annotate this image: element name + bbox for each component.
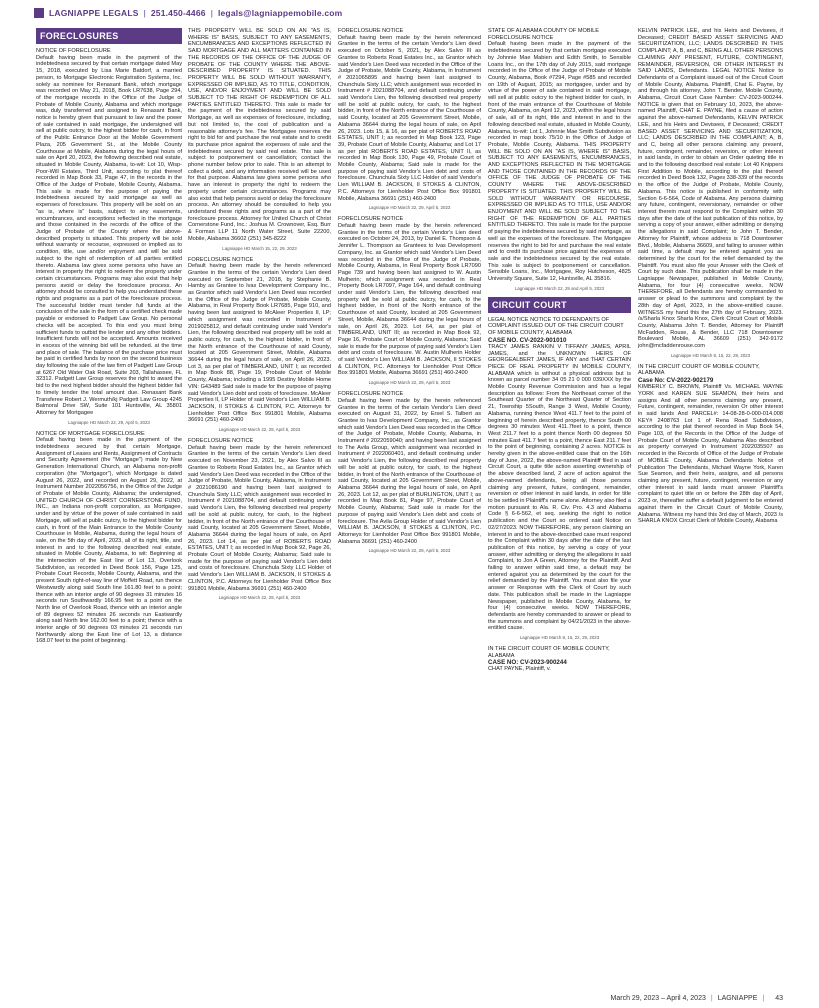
legal-notice <box>638 28 783 358</box>
notice-title: IN THE CIRCUIT COURT OF MOBILE COUNTY, ALABAMA <box>638 363 760 377</box>
publication-name: LAGNIAPPE <box>717 995 758 1002</box>
notice-credit: Lagniappe HD March 22, 29, April 5, 2023 <box>218 427 301 433</box>
notice-body: KELVIN PATRICK LEE, and his Heirs and Devisees, if Deceased; CREDIT BASED ASSET SERVICING AND SECURITIZATION, LLC; LANDS DESCRIBED IN THIS COMPLAINT; A, B, and C, BEING ALL OTHER PERSONS CLAIMING ANY PRESENT, FUTURE, CONTINGENT, REMAINDER, REVERSION, OR OTHER INTEREST IN SAID LANDS, Defendants. LEGAL NOTICE Notice to Defendants of a Complaint issued out of the Circuit Court of Mobile County, Alabama. Plaintiff, Chat E. Payne, by and through his attorney, John T. Bender. Mobile County, Alabama, Circuit Court Case Number: CV-2023-900244. NOTICE is given that on February 10, 2023, the above-named Plaintiff, CHAT E. PAYNE, filed a cause of action against the above-named Defendants, KELVIN PATRICK LEE, and his Heirs and Devisees, if Deceased; CREDIT BASED ASSET SERVICING AND SECURITIZATION, LLC; LANDS DESCRIBED IN THE COMPLAINT; A, B, and C, being all other persons claiming any present, future, contingent, remainder, reversion, or other interest in said lands, in order to obtain an Order quieting title in and to the following described real estate: Lot 40 Knippers First Addition to Mobile, according to the plat thereof recorded in Deed Book 132, Pages 338-339 of the records in the office of the Judge of Probate, Mobile County, Alabama. This notice is published in conformity with Section 6-6-564, Code of Alabama. Any persons claiming any future, contingent, reversionary, remainder or other interest therein must respond to the Complaint within 30 days after the date of the last publication of this notice, by serving a copy of your answer, either admitting or denying the allegations in said Complaint; to John T. Bender, Attorney for Plaintiff, whose address is 718 Downtowner Blvd., Mobile, Alabama 36609, and failing to answer within said time, a default may be entered against you as determined by the court for the relief demanded by the Plaintiff. You must also file your Answer with the Clerk of Court by such date. This publication shall be made in the Lagniappe Newspaper, published in Mobile County, Alabama, for four (4) consecutive weeks. NOW THEREFORE, all Defendants are hereby commanded to answer or plead to the summons and complaint by the 28th day of April, 2023, in the above-entitled cause. WITNESS my hand this the 27th day of February, 2023. /s/Sharla Knox Sharla Knox, Clerk Circuit Court of Mobile County, Alabama John T. Bender, Attorney for Plaintiff McFadden, Rouse, & Bender, LLC 718 Downtowner Boulevard Mobile, AL 36609 (251) 342-9172 john@mcfaddenrouse.com <box>638 28 783 350</box>
notice-credit: Lagniappe HD March 22, 29, April 5, 2023 <box>218 595 301 601</box>
legal-notice <box>338 391 481 553</box>
page-number: 43 <box>775 995 783 1002</box>
notice-body: TRACY JAMES RANKIN V TIFFANY JAMES, APRIL JAMES, and the UNKNOWN HEIRS OF GEORGEALBERT JAMES, IF ANY and THAT CERTAIN PIECE OF REAL PROPERTY IN MOBILE COUNTY, ALABAMA which is without a physical address but is known as parcel number 34 05 21 0 000 039XXX by the Mobile County Revenue Commission and has a legal description as follows: From the Northeast corner of the Southeast Quarter of the Northeast Quarter of Section 21, Township 5South, Range 3 West, Mobile County, Alabama, running thence West 411.7 feet to the point of beginning of herein described property, thence South 00 degrees 30 minutes West 411.7feet to a point, thence West 211.7 feet to a point thence North 00 degrees 50 minutes East 411.7 feet to a point, thence East 211.7 feet to the point of beginning, containing 2 acres. NOTICE is hereby given in the above-entitled case that on the 16th day of June, 2022, the above-named Plaintiff filed in said Circuit Court, a quite title action asserting ownership of the above described land, 2 acre of action against the above-named defendants, being all those persons claiming any present, future, contingent, remainder, reversion or other interest in said lands, in order for title to be settled in Plaintiff's name alone. Attorney also filed a motion pursuant to Ala. R. Civ. Pro. 4.3 and Alabama Code § 6-6-562, et seq. seeking the right to notice publication and the Court so ordered said Notice on 02/27/2023. NOW THEREFORE, any person claiming an interest in and to the above-described case must respond to the Complaint within 30 days after the date of the last publication of this notice, by serving a copy of your answer, either admitting or denying the allegations in said Complaint, to Jon A Green, Attorney for the Plaintiff. And failing to answer within said time, a default may be entered against you as determined by the court for the relief demanded by the Plaintiff. You must also file your answer or Response with the Clerk of Court by such date. This publication shall be made in the Lagniappe Newspaper, published in Mobile County, Alabama, for four (4) consecutive weeks. NOW THEREFORE, defendants are hereby commanded to answer or plead to the summons and complaint by 04/21/2023 in the above-entitled cause. <box>488 343 631 632</box>
notice-title: FORECLOSURE NOTICE <box>188 438 254 445</box>
notice-body: Default having been made by the herein referenced Grantee in the terms of the certain Vendor's Lien deed executed on October 5, 2021, by Alex Salvo III as Grantee to Roberts Road Estates Inc., as Grantor which said Vendor's Lien Deed was recorded in the Office of the Judge of Probate, Mobile County, Alabama, in Instrument # 2021065895 and having been last assigned to Chunchula Sixty LLC; which assignment was recorded in Instrument # 2021088704, and default continuing under said Vendor's Lien, the following described real property will be sold at public outcry, for cash, to the highest bidder, in front of the North entrance of the Courthouse of said County, located at 205 Government Street, Mobile, Alabama 36644 during the legal hours of sale, on April 26, 2023. Lots 15, & 16, as per plat of ROBERTS ROAD ESTATES, UNIT I; as recorded in Map Book 123, Page 39, Probate Court of Mobile County, Alabama; and Lot 17 as per plat ROBERTS ROAD ESTATES, UNIT II, as recorded in Map Book 130, Page 49, Probate Court of Mobile County, Alabama; Said sale is made for the purpose of paying said Vendor's Lien debt and costs of foreclosure. Chunchula Sixty LLC Holder of said Vendor's Lien WILLIAM B. JACKSON, II STOKES & CLINTON, P.C. Attorneys for Lienholder Post Office Box 991801 Mobile, Alabama 36691 (251) 460-2400 <box>338 34 481 202</box>
column-2 <box>188 28 331 606</box>
notice-body: Default having been made in the payment of the indebtedness secured by that certain mortgage dated May 15, 2018, executed by Lisa Marie Batdorf, a married person, to Mortgage Electronic Registration Systems, Inc. solely as nominee for Renasant Bank, which mortgage was recorded on May 21, 2018, Book LR7638, Page 294, of the mortgage records in the Office of the Judge of Probate of Mobile County, Alabama and which mortgage was, duly transferred and assigned to Renasant Bank, notice is hereby given that pursuant to law and the power of sale contained in said mortgage, the undersigned will sell at public outcry, to the highest bidder for cash, in front of the Public Entrance Door at the Mobile Government Plaza, 205 Government St., at the Mobile County Courthouse at Mobile, Alabama during the legal hours of sale on April 20, 2023, the following described real estate, situated in Mobile County, Alabama, to-wit: Lot 10, Wisp-Poor-Will Estates, Third Unit, according to plat thereof recorded in Map Book 33, Page 47, in the records in the Office of the Judge of Probate, Mobile County, Alabama. This sale is made for the purpose of paying the indebtedness secured by said mortgage as well as expenses of foreclosure. This property will be sold on an "as is, where is" basis, subject to any easements, encumbrances, and exceptions reflected in the mortgage and those contained in the records of the office of the Judge of Probate of the County where the above-described property is situated. This property will be sold without warranty or recourse, expressed or implied as to condition, title, use and/or enjoyment and will be sold subject to the right of redemption of all parties entitled thereto. Alabama law gives some persons who have an interest in property the right to redeem the property under certain circumstances. Programs may also exist that help persons avoid or delay the foreclosure process. An attorney should be consulted to help you understand these rights and programs as a part of the foreclosure process. The successful bidder must tender full funds at the conclusion of the sale in the form of a certified check made payable or endorsed to Padgett Law Group. No personal checks will be accepted. To this end you must bring sufficient funds to outbid the lender and any other bidders. Insufficient funds will not be accepted. Amounts received in excess of the winning bid will be refunded. at the time and place of sale. The balance of the purchase price must be paid in certified funds by noon on the second business day following the sale of the law firm of Padgett Law Group at 6267 Old Water Oak Road, Suite 203, Tallahassee, FL 32312. Padgett Law Group reserves the right to award the bid to the next highest bidder should the highest bidder fail to timely tender the total amount due. Renasant Bank Transferee Robert J. Wermuth/kj Padgett Law Group 4245 Balmoral Drive SW, Suite 101 Huntsville, AL 35801 Attorney for Mortgagee <box>36 54 182 416</box>
header-section: LAGNIAPPE LEGALS <box>49 8 139 18</box>
notice-body: THIS PROPERTY WILL BE SOLD ON AN "AS IS, WHERE IS" BASIS, SUBJECT TO ANY EASEMENTS, ENCUMBRANCES AND EXCEPTIONS REFLECTED IN SAID MORTGAGE AND ALL MATTERS CONTAINED IN THE RECORDS OF THE OFFICE OF THE JUDGE OF PROBATE OF THE COUNTY WHERE THE ABOVE-DESCRIBED PROPERTY IS SITUATED. THIS PROPERTY WILL BE SOLD WITHOUT WARRANTY, EXPRESSED OR IMPLIED, AS TO TITLE, CONDITION, USE, AND/OR ENJOYMENT AND WILL BE SOLD SUBJECT TO THE RIGHT OF REDEMPTION OF ALL PARTIES ENTITLED THERETO. This sale is made for the payment of the indebtedness secured by said Mortgage, as well as expenses of foreclosure, including, but not limited to, the cost of publication and a reasonable attorney's fee. The Mortgagee reserves the right to bid for and purchase the real estate and to credit its purchase price against the expenses of sale and the indebtedness secured by said real estate. This sale is subject to postponement or cancellation; contact the phone number below prior to sale. This is an attempt to collect a debt, and any information received will be used for that purpose. Alabama law gives some persons who have an interest in property the right to redeem the property under certain circumstances. Programs may also exist that help persons avoid or delay the foreclosure process. An attorney should be consulted to help you understand these rights and programs as a part of the foreclosure process. Attorney for United Church of Christ Cornerstone Fund, Inc.: Joshua M. Crownover, Esq. Burr & Forman LLP 11 North Water Street, Suite 22200, Mobile, Alabama 36602 (251) 345-8222 <box>188 28 331 242</box>
column-1 <box>36 28 182 651</box>
notice-credit: Lagniappe HD March 22, 29 and April 5, 2023 <box>514 285 605 291</box>
header-email[interactable]: legals@lagniappemobile.com <box>217 8 343 18</box>
case-number: Case No: CV-2022-902179 <box>638 377 714 385</box>
header-divider: | <box>143 8 146 18</box>
issue-date: March 29, 2023 – April 4, 2023 <box>610 995 706 1002</box>
notice-title: FORECLOSURE NOTICE <box>338 28 404 34</box>
notice-body: CHAT PAYNE, Plaintiff, v. <box>488 666 551 673</box>
notice-title: NOTICE OF MORTGAGE FORECLOSURE <box>36 430 145 437</box>
notice-credit: Lagniappe HD March 22, 29, April 5, 2023 <box>368 380 451 386</box>
notice-credit: Lagniappe HD March 8, 15, 22, 29, 2023 <box>670 352 751 358</box>
notice-body: Default having been made by the herein referenced Grantee in the terms of the certain Vendor's Lien deed executed on November 23, 2021, by Alex Salvo III as Grantee to Roberts Road Estates Inc., as Grantor which said Vendor's Lien Deed was recorded in the Office of the Judge of Probate, Mobile County, Alabama, in Instrument # 2021086190 and having been last assigned to Chunchula Sixty LLC; which assignment was recorded in Instrument # 2021088704, and default continuing under said Vendor's Lien, the following described real property will be sold at public outcry, for cash, to the highest bidder, in front of the North entrance of the Courthouse of said County, located at 205 Government Street, Mobile, Alabama 36644 during the legal hours of sale, on April 26, 2023. Lot 14, as per plat of ROBERTS ROAD ESTATES, UNIT I; as recorded in Map Book 92, Page 26, Probate Court of Mobile County, Alabama; Said sale is made for the purpose of paying said Vendor's Lien debt and costs of foreclosure. Chunchula Sixty LLC Holder of said Vendor's Lien WILLIAM B. JACKSON, II STOKES & CLINTON, P.C. Attorneys for Lienholder Post Office Box 991801 Mobile, Alabama 36691 (251) 460-2400 <box>188 444 331 592</box>
legal-notice <box>188 438 331 600</box>
section-marker-icon <box>34 8 44 18</box>
notice-body: Default having been made in the payment of the indebtedness secured by that certain Mortgage, Assignment of Leases and Rents, Assignment of Contracts and Security Agreement (the "Mortgage") made by New Generation International Church, an Alabama non-profit corporation (the "Mortgagor"), which Mortgage is dated August 26, 2022, and recorded on August 29, 2022, at Instrument Number 2022056756, in the Office of the Judge of Probate of Mobile County, Alabama; the undersigned, UNITED CHURCH OF CHRIST CORNERSTONE FUND, INC., an Indiana non-profit corporation, as Mortgagee, under and by virtue of the power of sale contained in said Mortgage, will sell at public outcry, to the highest bidder for cash, in front of the Main Entrance to the Mobile County Courthouse in Mobile, Alabama, during the legal hours of sale, on the 5th day of April, 2023, all of its right, title, and interest in and to the following described real estate, situated in Mobile County, Alabama, to wit: Beginning at the intersection of the East line of Lot 13, Overlook Subdivision, as recorded in Deed Book 156, Page 125, Probate Court Records, Mobile County, Alabama, and the present South right-of-way line of Moffett Road, run thence Westwardly along said South line 161.80 feet to a point; thence with an interior angle of 90 degrees 31 minutes 16 seconds run Southwardly 166.95 feet to a point on the North line of Overlook Road, thence with an interior angle of 89 degrees 52 minutes 26 seconds run Eastwardly along said North line 162.00 feet to a point; thence with a interior angle of 90 degrees 03 minutes 21 seconds run Northwardly along the East line of Lot 13, a distance 168.07 feet to the point of beginning. <box>36 437 182 645</box>
legal-notice <box>188 28 331 251</box>
notice-credit: Lagniappe HD March 22, 29, April 5, 2023 <box>68 419 150 425</box>
legal-notice <box>338 216 481 385</box>
legal-notice <box>188 257 331 433</box>
column-4 <box>488 28 631 679</box>
section-heading-foreclosures: FORECLOSURES <box>36 28 182 44</box>
legal-notice <box>36 431 182 646</box>
column-3 <box>338 28 481 559</box>
notice-title: STATE OF ALABAMA COUNTY OF MOBILE FORECLOSURE NOTICE <box>488 28 599 41</box>
notice-title: FORECLOSURE NOTICE <box>188 256 254 263</box>
case-number: CASE NO. CV-2022-901010 <box>488 336 567 344</box>
legal-notice <box>638 364 783 525</box>
notice-body: Default having been made in the payment of the indebtedness secured by that certain mortgage executed by Johnnie Mae Mabien and Edith Smith, to Sensible Loans Inc., on the 17th day of July 2015, said mortgage recorded in the Office of the Judge of Probate of Mobile County, Alabama, Book #7294, Page #585 and recorded on 19th of August, 2015; as mortgagee, under and by virtue of the power of sale contained in said mortgage, will sell at public outcry to the highest bidder for cash, in front of the main entrance of the Courthouse of Mobile County, Alabama, on April 12, 2023, within the legal hours of sale, all of its right, title and interest in and to the following described real estate, situated in Mobile County, Alabama, to-wit: Lot 1, Johnnie Mae Smith Subdivision as recorded in map book 75/10 in the Office of Judge of Probate, Mobile County, Alabama. THIS PROPERTY WILL BE SOLD ON AN "AS IS, WHERE IS" BASIS, SUBJECT TO ANY EASEMENTS, ENCUMBRANCES, AND EXCEPTIONS REFLECTED IN THE MORTGAGE AND THOSE CONTAINED IN THE RECORDS OF THE OFFICE OF THE JUDGE OF PROBATE OF THE COUNTY WHERE THE ABOVE-DESCRIBED PROPERTY IS SITUATED. THIS PROPERTY WILL BE SOLD WITHOUT WARRANTY OR RECOURSE, EXPRESSED OR IMPLIED AS TO TITLE, USE AND/OR ENJOYMENT AND WILL BE SOLD SUBJECT TO THE RIGHT OF THE REDEMPTION OF ALL PARTIES ENTITLED THERETO. This sale is made for the purpose of paying the indebtedness secured by said mortgage, as well as the expenses of the foreclosure. The Mortgagee reserves the right to bid for and purchase the real estate and to credit its purchase price against the expenses of sale and the indebtedness secured by the real estate. This sale is subject to postponement or cancellation. Sensible Loans, Inc., Mortgagee, Roy Hutcheson, 4825 University Square, Suite 12, Huntsville, AL 35816. <box>488 41 631 283</box>
header-phone: 251.450-4466 <box>150 8 206 18</box>
notice-title: LEGAL NOTICE NOTICE TO DEFENDANTS OF COMPLAINT ISSUED OUT OF THE CIRCUIT COURT OF MOBILE COUNTY, ALABAMA <box>488 316 624 337</box>
notice-title: IN THE CIRCUIT COURT OF MOBILE COUNTY, ALABAMA <box>488 646 610 659</box>
legal-notice <box>488 646 631 673</box>
notice-credit: Lagniappe HD March 8, 15, 22, 29, 2023 <box>519 635 600 641</box>
notice-credit: Lagniappe HD March 22, 29, April 5, 2023 <box>368 548 451 554</box>
notice-title: NOTICE OF FORECLOSURE <box>36 48 111 54</box>
footer-divider: | <box>710 995 713 1002</box>
notice-body: Default having been made by the herein referenced Grantee in the terms of the certain Vendor's Lien deed executed on September 21, 2018, by Stephanie B. Hamby as Grantee to Ivas Development Company Inc., as Grantor which said Vendor's Lien Deed was recorded in the Office of the Judge of Probate, Mobile County, Alabama, in Real Property Book LR7685, Page 910, and having been last assigned to McAleer Properties II, LP; which assignment was recorded in Instrument # 2019025812, and default continuing under said Vendor's Lien, the following described real property will be sold at public outcry, for cash, to the highest bidder, in front of the North entrance of the Courthouse of said County, located at 205 Government Street, Mobile, Alabama 36644 during the legal hours of sale, on April 26, 2023. Lot 3, as per plat of TIMBERLAND, UNIT I; as recorded in Map Book 88, Page 19, Probate Court of Mobile County, Alabama; including a 1995 Destiny Mobile Home VIN: G43489 Said sale is made for the purpose of paying said Vendor's Lien debt and costs of foreclosure. McAleer Properties II, LP Holder of said Vendor's Lien WILLIAM B. JACKSON, II STOKES & CLINTON, P.C. Attorneys for Lienholder Post Office Box 991801 Mobile, Alabama 36691 (251) 460-2400 <box>188 263 331 424</box>
column-5 <box>638 28 783 531</box>
page-footer <box>611 995 783 1002</box>
notice-title: FORECLOSURE NOTICE <box>338 391 404 398</box>
notice-credit: Lagniappe HD March 15, 22, 29, 2023 <box>222 245 297 251</box>
notice-body: Default having been made by the herein referenced Grantee in the terms of the certain Vendor's Lien deed executed on October 24, 2013, by Daniel E. Thompson & Jennifer L. Thompson as Grantees to Ivas Development Company, Inc. as Grantor which said Vendor's Lien Deed was recorded in the Office of the Judge of Probate, Mobile County, Alabama, in Real Property Book LR7090 Page 739 and having been last assigned to W. Austin Mulherin; which assignment was recorded in Real Property Book LR7097, Page 164, and default continuing under said Vendor's Lien, the following described real property will be sold at public outcry, for cash, to the highest bidder, in front of the North entrance of the Courthouse of said County, located at 205 Government Street, Mobile, Alabama 36644 during the legal hours of sale, on April 26, 2023. Lot 64, as per plat of TIMBERLAND, UNIT III; as recorded in Map Book 92, Page 16, Probate Court of Mobile County, Alabama; Said sale is made for the purpose of paying said Vendor's Lien debt and costs of foreclosure. W. Austin Mulherin Holder of said Vendor's Lien WILLIAM B. JACKSON, II STOKES & CLINTON, P.C. Attorneys for Lienholder Post Office Box 991801 Mobile, Alabama 36691 (251) 460-2400 <box>338 222 481 377</box>
legal-notice <box>488 317 631 640</box>
notice-body: KIMBERLY C. BROWN, Plaintiff Vs. MICHAEL WAYNE YORK and KAREN SUE SEAMON, their heirs and assigns And all other persons claiming any present, Future, contingent, remainder, reversion Or other interest in said lands And PARCEL#: 14-08-28-0-000-014.008 KEY# 2408763 Lot 1 of Rena Road Subdivision, according to the plat thereof recorded in Map Book 54, Page 103, of the Records in the Office of the Judge of Probate Court of Mobile County, Alabama Also described as property conveyed in Instrument 2022035507 as recorded in the Records of Office of the Judge of Probate of MOBILE County, Alabama Defendants Notice of Publication The Defendants, Michael Wayne York, Karen Sue Seamon, and their heirs, assigns, and all persons claiming any present, future, contingent, reversion or any other interest in said lands must answer Plaintiff's complaint to quiet title on or before the 28th day of April, 2023 or, thereafter suffer a default judgment to be entered against them in the Circuit Court of Mobile County, Alabama. Witness my hand this 3rd day of March, 2023 /s SHARLA KNOX Circuit Clerk of Mobile County, Alabama <box>638 384 783 525</box>
notice-credit: Lagniappe HD March 22, 29, April 5, 2023 <box>368 205 451 211</box>
page-header <box>34 6 794 20</box>
legal-notice <box>36 48 182 425</box>
notice-title: FORECLOSURE NOTICE <box>338 216 404 223</box>
section-heading-circuit-court: CIRCUIT COURT <box>488 297 631 313</box>
header-divider: | <box>210 8 213 18</box>
footer-divider: | <box>762 995 765 1002</box>
notice-body: Default having been made by the herein referenced Grantee in the terms of the certain Vendor's Lien deed executed on August 31, 2022, by Ersel S. Talbert as Grantee to Ivas Development Company, Inc., as Grantor which said Vendor's Lien Deed was recorded in the Office of the Judge of Probate, Mobile County, Alabama, in Instrument # 2022059040; and having been last assigned to The Avila Group, which assignment was recorded in Instrument # 2022060401, and default continuing under said Vendor's Lien, the following described real property will be sold at public outcry, for cash, to the highest bidder, in front of the North entrance of the Courthouse of said County, located at 205 Government Street, Mobile, Alabama 36644 during the legal hours of sale, on April 26, 2023. Lot 12, as per plat of BURLINGTON, UNIT I; as recorded in Map Book 81, Page 97, Probate Court of Mobile County, Alabama; Said sale is made for the purpose of paying said Vendor's Lien debt and costs of foreclosure. The Avila Group Holder of said Vendor's Lien WILLIAM B. JACKSON, II STOKES & CLINTON, P.C. Attorneys for Lienholder Post Office Box 991801 Mobile, Alabama 36691 (251) 460-2400 <box>338 397 481 545</box>
legal-notice <box>338 28 481 210</box>
case-number: CASE NO: CV-2023-900244 <box>488 659 567 667</box>
legal-notice <box>488 28 631 291</box>
